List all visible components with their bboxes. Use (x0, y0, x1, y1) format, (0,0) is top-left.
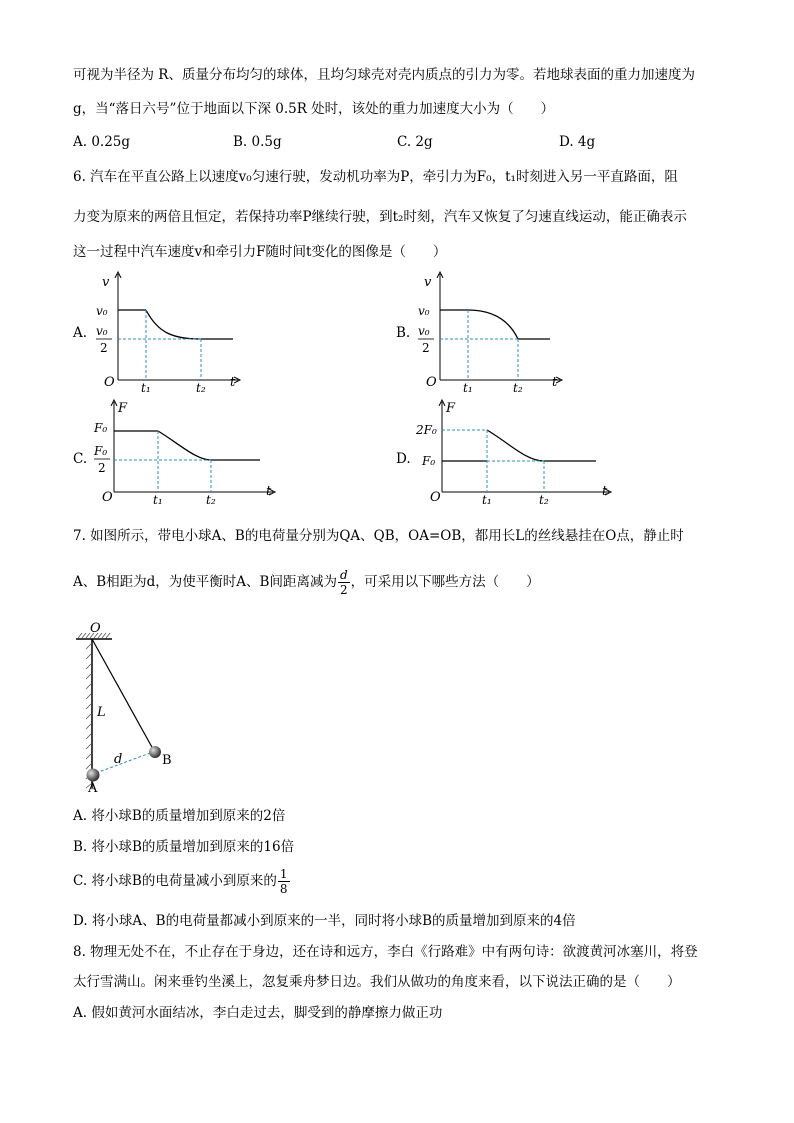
q7-frac-num: d (339, 568, 348, 582)
curve (468, 310, 550, 339)
thread-b (92, 639, 153, 749)
t1-label: t₁ (141, 381, 151, 393)
mid-num: F₀ (94, 444, 108, 458)
point-o-label: O (90, 621, 101, 636)
top-label: 2F₀ (416, 423, 437, 437)
q7-option-d[interactable]: D. 将小球A、B的电荷量都减小到原来的一半，同时将小球B的质量增加到原来的4倍 (73, 913, 576, 929)
q5-option-c[interactable]: C. 2g (397, 134, 433, 150)
q5-option-b[interactable]: B. 0.5g (233, 134, 282, 150)
q8-text-line2: 太行雪满山。闲来垂钓坐溪上，忽复乘舟梦日边。我们从做功的角度来看，以下说法正确的是（ ） (73, 974, 681, 990)
q7-pendulum-figure (70, 618, 190, 793)
x-label: t (266, 484, 272, 499)
x-label: t (552, 375, 558, 390)
y-label: v (102, 275, 110, 290)
y-label: v (424, 275, 432, 290)
q7-option-c-fraction (278, 867, 290, 896)
mid-num: v₀ (96, 324, 108, 338)
q7-text-line1: 7. 如图所示，带电小球A、B的电荷量分别为QA、QB，OA=OB，都用长L的丝线悬挂在O点，静止时 (73, 528, 684, 544)
q6-graph-a (88, 268, 248, 393)
distance-d-label: d (114, 752, 123, 767)
q8-text-line1: 8. 物理无处不在，不止存在于身边，还在诗和远方，李白《行路难》中有两句诗：欲渡黄河冰塞川，将登 (73, 944, 698, 960)
mid-den: 2 (100, 341, 108, 355)
q5-text-line2: g，当“落日六号”位于地面以下深 0.5R 处时，该处的重力加速度大小为（ ） (73, 101, 555, 117)
q6-option-b-label[interactable]: B. (396, 325, 411, 341)
y-label: F (118, 401, 128, 416)
q5-option-a[interactable]: A. 0.25g (73, 134, 131, 150)
distance-d-line (96, 752, 153, 773)
ball-b (149, 746, 161, 758)
mid-den: 2 (98, 461, 106, 475)
q7-text-line2 (73, 566, 540, 598)
origin-label: O (104, 375, 115, 390)
q6-text-line2: 力变为原来的两倍且恒定，若保持功率P继续行驶，到t₂时刻，汽车又恢复了匀速直线运动，能正确表示 (73, 209, 687, 225)
q7-option-c[interactable] (73, 864, 291, 898)
q6-option-c-label[interactable]: C. (73, 451, 88, 467)
y-label: F (446, 401, 456, 416)
q6-graph-b (410, 268, 570, 393)
ball-b-label: B (162, 753, 172, 768)
x-label: t (602, 484, 608, 499)
q5-text-line1: 可视为半径为 R、质量分布均匀的球体，且均匀球壳对壳内质点的引力为零。若地球表面的重力加速度为 (73, 67, 695, 83)
curve (487, 430, 596, 461)
q7-optc-den: 8 (279, 882, 288, 896)
q7-line2-pre: A、B相距为d，为使平衡时A、B间距离减为 (73, 574, 337, 590)
x-label: t (230, 375, 236, 390)
q7-frac-den: 2 (340, 583, 348, 597)
top-label: v₀ (418, 304, 430, 318)
length-l-label: L (97, 705, 106, 720)
q6-option-d-label[interactable]: D. (396, 451, 411, 467)
ball-a-label: A (88, 781, 98, 793)
q6-graph-d (414, 398, 614, 510)
t2-label: t₂ (206, 493, 216, 507)
curve (146, 310, 233, 339)
origin-label: O (430, 490, 441, 505)
q6-option-a-label[interactable]: A. (73, 325, 88, 341)
top-label: v₀ (96, 304, 108, 318)
q7-option-c-pre: C. 将小球B的电荷量减小到原来的 (73, 873, 277, 889)
curve (158, 431, 260, 460)
q5-option-d[interactable]: D. 4g (559, 134, 596, 150)
mid-den: 2 (422, 341, 430, 355)
mid-label: F₀ (422, 454, 436, 468)
q7-line2-post: ，可采用以下哪些方法（ ） (350, 574, 540, 590)
mid-num: v₀ (418, 324, 430, 338)
q7-option-a[interactable]: A. 将小球B的质量增加到原来的2倍 (73, 808, 286, 824)
q7-optc-num: 1 (279, 867, 288, 881)
q7-option-b[interactable]: B. 将小球B的质量增加到原来的16倍 (73, 839, 295, 855)
t2-label: t₂ (513, 381, 523, 393)
wall-hatch (86, 644, 91, 788)
q6-text-line3: 这一过程中汽车速度v和牵引力F随时间t变化的图像是（ ） (73, 244, 447, 260)
q7-fraction (338, 568, 350, 597)
origin-label: O (426, 375, 437, 390)
top-label: F₀ (94, 421, 108, 435)
t2-label: t₂ (539, 493, 549, 507)
t1-label: t₁ (463, 381, 473, 393)
q6-text-line1: 6. 汽车在平直公路上以速度v₀匀速行驶，发动机功率为P，牵引力为F₀，t₁时刻进入另一平直路面，阻 (73, 169, 678, 185)
q6-graph-c (88, 398, 278, 510)
t1-label: t₁ (153, 493, 163, 507)
origin-label: O (102, 490, 113, 505)
q8-option-a[interactable]: A. 假如黄河水面结冰，李白走过去，脚受到的静摩擦力做正功 (73, 1005, 443, 1021)
t2-label: t₂ (196, 381, 206, 393)
ball-a (87, 769, 100, 782)
t1-label: t₁ (482, 493, 492, 507)
